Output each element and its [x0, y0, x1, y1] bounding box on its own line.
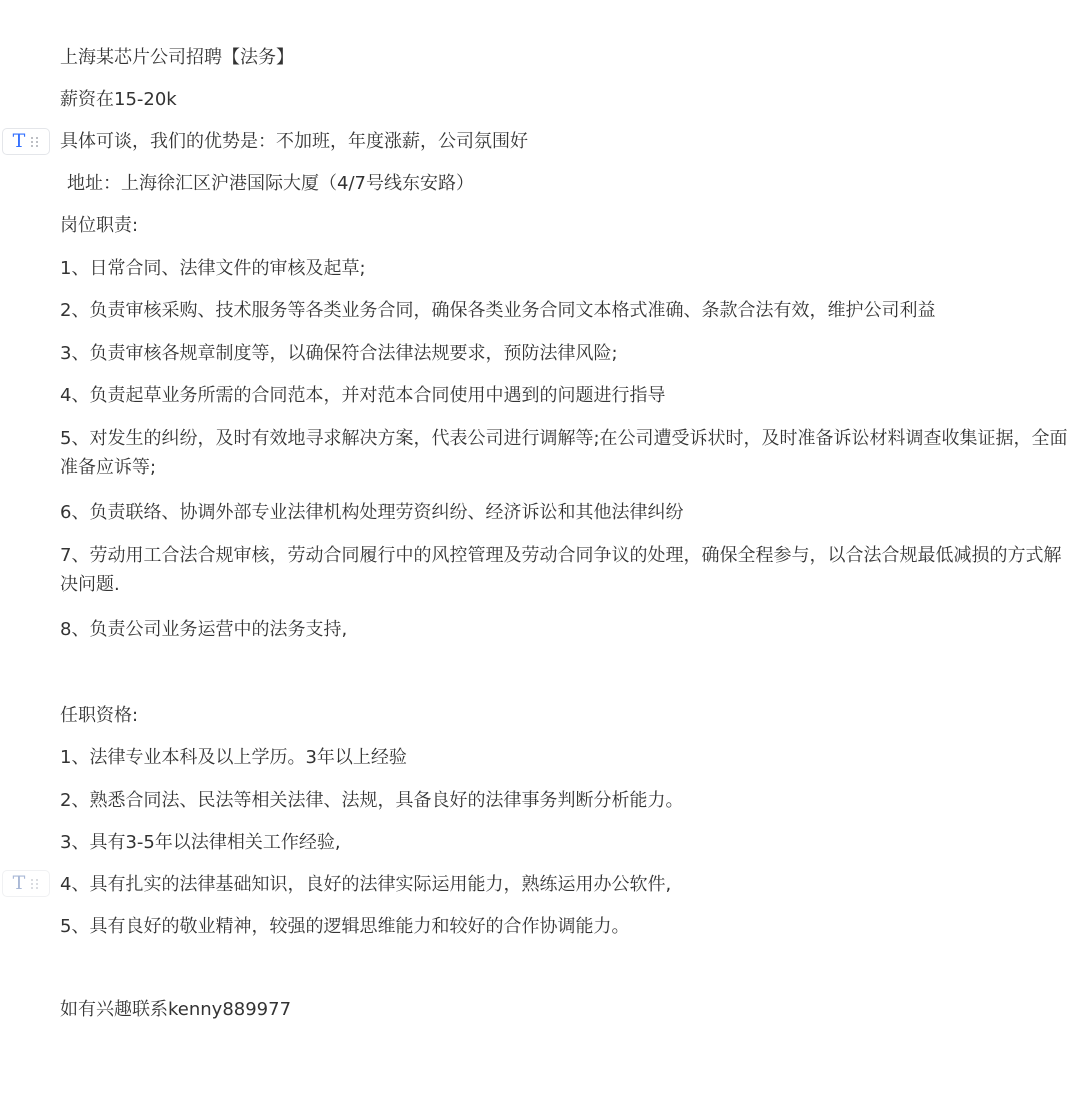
address-line: 地址：上海徐汇区沪港国际大厦（4/7号线东安路） — [67, 173, 474, 194]
duty-item: 3、负责审核各规章制度等，以确保符合法律法规要求，预防法律风险; — [60, 343, 618, 364]
salary-line: 薪资在15-20k — [60, 89, 177, 110]
qualification-item: 3、具有3-5年以法律相关工作经验, — [60, 832, 341, 853]
job-title: 上海某芯片公司招聘【法务】 — [60, 47, 294, 68]
block-handle[interactable] — [2, 870, 50, 897]
drag-handle-icon[interactable] — [31, 137, 39, 147]
qualification-item: 5、具有良好的敬业精神，较强的逻辑思维能力和较好的合作协调能力。 — [60, 916, 630, 937]
qualification-item: 2、熟悉合同法、民法等相关法律、法规，具备良好的法律事务判断分析能力。 — [60, 790, 684, 811]
benefits-line: 具体可谈，我们的优势是：不加班，年度涨薪，公司氛围好 — [60, 131, 528, 152]
qualifications-heading: 任职资格: — [60, 705, 139, 726]
contact-line: 如有兴趣联系kenny889977 — [60, 999, 292, 1020]
duty-item: 5、对发生的纠纷，及时有效地寻求解决方案，代表公司进行调解等;在公司遭受诉状时，及时准备诉讼材料调查收集证据，全面准备应诉等; — [60, 428, 1068, 478]
duty-item: 8、负责公司业务运营中的法务支持, — [60, 619, 348, 640]
duty-item: 4、负责起草业务所需的合同范本，并对范本合同使用中遇到的问题进行指导 — [60, 385, 666, 406]
duty-item: 1、日常合同、法律文件的审核及起草; — [60, 258, 366, 279]
qualification-item: 4、具有扎实的法律基础知识，良好的法律实际运用能力，熟练运用办公软件, — [60, 874, 672, 895]
duty-item: 2、负责审核采购、技术服务等各类业务合同，确保各类业务合同文本格式准确、条款合法有效，维护公司利益 — [60, 300, 936, 321]
text-type-icon[interactable]: T — [12, 872, 26, 894]
drag-handle-icon[interactable] — [31, 879, 39, 889]
duty-item: 7、劳动用工合法合规审核，劳动合同履行中的风控管理及劳动合同争议的处理，确保全程参与，以合法合规最低减损的方式解决问题. — [60, 545, 1062, 595]
duties-heading: 岗位职责: — [60, 215, 139, 236]
block-handle[interactable] — [2, 128, 50, 155]
duty-item: 6、负责联络、协调外部专业法律机构处理劳资纠纷、经济诉讼和其他法律纠纷 — [60, 502, 684, 523]
qualification-item: 1、法律专业本科及以上学历。3年以上经验 — [60, 747, 407, 768]
text-type-icon[interactable]: T — [12, 130, 26, 152]
